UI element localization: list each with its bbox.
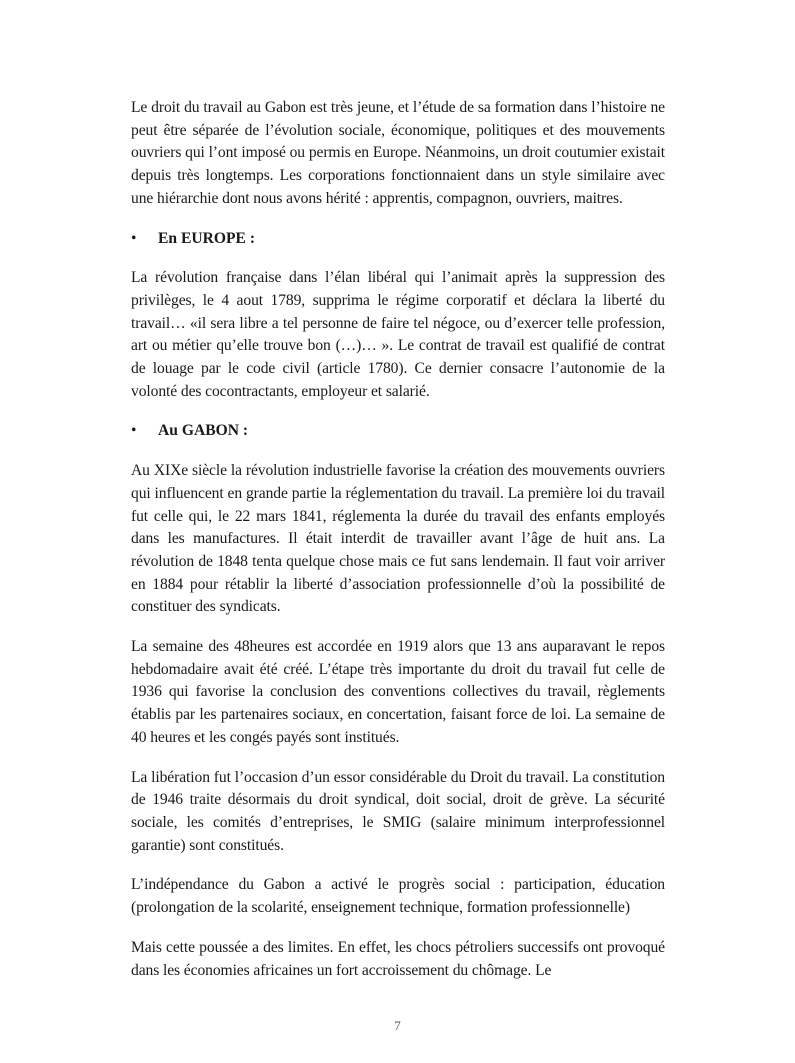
paragraph-gabon-3: La libération fut l’occasion d’un essor considérable du Droit du travail. La constitution de 1946 traite désormais du droit syndical, doit social, droit de grève. La sécurité sociale, les comités d’entreprises, le SMIG (salaire minimum interprofessionnel garantie) sont constitués.: [131, 768, 665, 854]
heading-gabon-label: Au GABON :: [158, 422, 249, 440]
paragraph-gabon-5: Mais cette poussée a des limites. En effet, les chocs pétroliers successifs ont provoqué dans les économies africaines un fort accroissement du chômage. Le: [131, 938, 665, 979]
paragraph-gabon-4: L’indépendance du Gabon a activé le progrès social : participation, éducation (prolongation de la scolarité, enseignement technique, formation professionnelle): [131, 876, 665, 917]
paragraph-intro: Le droit du travail au Gabon est très jeune, et l’étude de sa formation dans l’histoire ne peut être séparée de l’évolution sociale, économique, politiques et des mouvements ouvriers qui l’ont imposé ou permis en Europe. Néanmoins, un droit coutumier existait depuis très longtemps. Les corporations fonctionnaient dans un style similaire avec une hiérarchie dont nous avons hérité : apprentis, compagnon, ouvriers, maitres.: [131, 99, 665, 207]
bullet-icon: •: [131, 422, 137, 440]
paragraph-europe: La révolution française dans l’élan libéral qui l’animait après la suppression des privilèges, le 4 aout 1789, supprima le régime corporatif et déclara la liberté du travail… «il sera libre a tel personne de faire tel négoce, ou d’exercer telle profession, art ou métier qu’elle trouve bon (…)… ». Le contrat de travail est qualifié de contrat de louage par le code civil (article 1780). Ce dernier consacre l’autonomie de la volonté des cocontractants, employeur et salarié.: [131, 269, 665, 400]
heading-europe: [131, 228, 665, 251]
bullet-icon: •: [131, 229, 137, 247]
document-page: [131, 97, 665, 999]
heading-europe-label: En EUROPE :: [158, 229, 256, 247]
heading-gabon: [131, 420, 665, 443]
page-number: 7: [394, 1018, 401, 1033]
paragraph-gabon-1: Au XIXe siècle la révolution industrielle favorise la création des mouvements ouvriers qui influencent en grande partie la réglementation du travail. La première loi du travail fut celle qui, le 22 mars 1841, réglementa la durée du travail des enfants employés dans les manufactures. Il était interdit de travailler avant l’âge de huit ans. La révolution de 1848 tenta quelque chose mais ce fut sans lendemain. Il faut voir arriver en 1884 pour rétablir la liberté d’association professionnelle d’où la possibilité de constituer des syndicats.: [131, 462, 665, 616]
paragraph-gabon-2: La semaine des 48heures est accordée en 1919 alors que 13 ans auparavant le repos hebdomadaire avait été créé. L’étape très importante du droit du travail fut celle de 1936 qui favorise la conclusion des conventions collectives du travail, règlements établis par les partenaires sociaux, en concertation, faisant force de loi. La semaine de 40 heures et les congés payés sont institués.: [131, 638, 665, 746]
